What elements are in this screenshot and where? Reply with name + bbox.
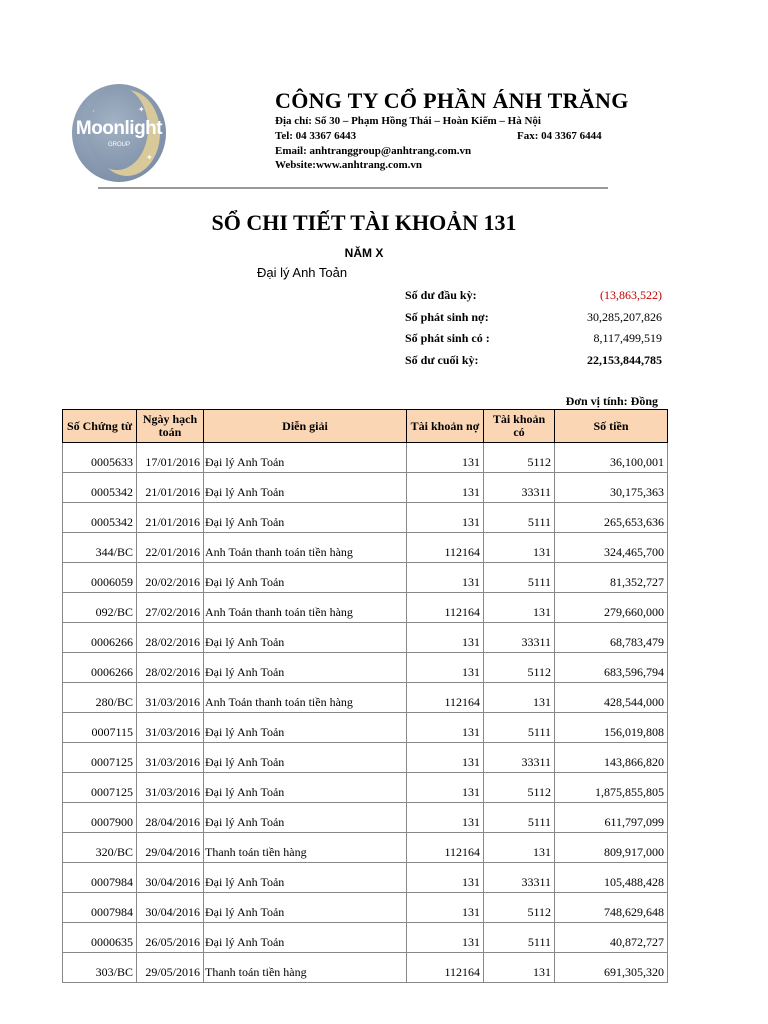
cell-amount: 683,596,794 — [555, 653, 668, 683]
table-row — [63, 863, 668, 893]
agent-name: Đại lý Anh Toản — [257, 265, 348, 280]
cell-description: Đại lý Anh Toản — [204, 713, 407, 743]
cell-description: Đại lý Anh Toản — [204, 443, 407, 473]
cell-debit-account: 131 — [407, 773, 484, 803]
header-voucher-no: Số Chứng từ — [63, 410, 137, 443]
credit-total-value: 8,117,499,519 — [593, 331, 662, 345]
cell-credit-account: 33311 — [484, 623, 555, 653]
cell-amount: 105,488,428 — [555, 863, 668, 893]
cell-voucher-no: 0007115 — [63, 713, 137, 743]
cell-debit-account: 112164 — [407, 533, 484, 563]
table-row — [63, 683, 668, 713]
cell-debit-account: 131 — [407, 893, 484, 923]
cell-credit-account: 33311 — [484, 863, 555, 893]
header-credit-account: Tài khoản có — [484, 410, 555, 443]
table-row — [63, 893, 668, 923]
cell-description: Đại lý Anh Toản — [204, 563, 407, 593]
star-icon: ✦ — [138, 105, 145, 114]
cell-posting-date: 31/03/2016 — [137, 743, 204, 773]
cell-voucher-no: 0005342 — [63, 503, 137, 533]
cell-description: Anh Toản thanh toán tiền hàng — [204, 533, 407, 563]
debit-total-value: 30,285,207,826 — [587, 310, 662, 324]
logo-name: Moonlight — [75, 118, 163, 139]
table-row — [63, 443, 668, 473]
cell-debit-account: 131 — [407, 713, 484, 743]
cell-description: Đại lý Anh Toản — [204, 773, 407, 803]
cell-description: Đại lý Anh Toản — [204, 503, 407, 533]
cell-description: Đại lý Anh Toản — [204, 893, 407, 923]
cell-posting-date: 30/04/2016 — [137, 863, 204, 893]
cell-amount: 809,917,000 — [555, 833, 668, 863]
cell-voucher-no: 0007125 — [63, 773, 137, 803]
cell-description: Đại lý Anh Toản — [204, 743, 407, 773]
table-row — [63, 533, 668, 563]
cell-posting-date: 21/01/2016 — [137, 503, 204, 533]
cell-debit-account: 131 — [407, 863, 484, 893]
table-row — [63, 503, 668, 533]
cell-posting-date: 28/04/2016 — [137, 803, 204, 833]
header-divider — [98, 187, 608, 189]
cell-voucher-no: 092/BC — [63, 593, 137, 623]
header-amount: Số tiền — [555, 410, 668, 443]
cell-debit-account: 112164 — [407, 953, 484, 983]
cell-voucher-no: 320/BC — [63, 833, 137, 863]
cell-posting-date: 28/02/2016 — [137, 653, 204, 683]
cell-debit-account: 131 — [407, 443, 484, 473]
cell-posting-date: 22/01/2016 — [137, 533, 204, 563]
cell-credit-account: 33311 — [484, 743, 555, 773]
cell-description: Đại lý Anh Toản — [204, 863, 407, 893]
cell-voucher-no: 0007984 — [63, 863, 137, 893]
cell-debit-account: 112164 — [407, 833, 484, 863]
table-row — [63, 743, 668, 773]
cell-credit-account: 5111 — [484, 503, 555, 533]
cell-amount: 1,875,855,805 — [555, 773, 668, 803]
table-row — [63, 593, 668, 623]
cell-posting-date: 21/01/2016 — [137, 473, 204, 503]
closing-balance-value: 22,153,844,785 — [587, 353, 662, 367]
cell-description: Anh Toản thanh toán tiền hàng — [204, 593, 407, 623]
table-row — [63, 563, 668, 593]
cell-voucher-no: 0000635 — [63, 923, 137, 953]
currency-unit: Đơn vị tính: Đồng — [565, 394, 658, 408]
cell-voucher-no: 0007984 — [63, 893, 137, 923]
cell-posting-date: 26/05/2016 — [137, 923, 204, 953]
company-address: Địa chỉ: Số 30 – Phạm Hồng Thái – Hoàn Kiếm – Hà Nội — [275, 115, 541, 127]
credit-total-label: Số phát sinh có : — [405, 331, 490, 345]
table-row — [63, 623, 668, 653]
cell-posting-date: 31/03/2016 — [137, 773, 204, 803]
header-description: Diễn giải — [204, 410, 407, 443]
table-row — [63, 923, 668, 953]
cell-description: Đại lý Anh Toản — [204, 623, 407, 653]
star-icon: ✦ — [146, 153, 153, 162]
cell-debit-account: 112164 — [407, 593, 484, 623]
cell-credit-account: 5111 — [484, 563, 555, 593]
cell-voucher-no: 0006266 — [63, 653, 137, 683]
cell-amount: 265,653,636 — [555, 503, 668, 533]
table-row — [63, 653, 668, 683]
cell-amount: 279,660,000 — [555, 593, 668, 623]
table-row — [63, 833, 668, 863]
cell-amount: 156,019,808 — [555, 713, 668, 743]
company-name: CÔNG TY CỔ PHẦN ÁNH TRĂNG — [275, 88, 629, 113]
cell-posting-date: 29/04/2016 — [137, 833, 204, 863]
cell-amount: 143,866,820 — [555, 743, 668, 773]
cell-debit-account: 131 — [407, 473, 484, 503]
table-row — [63, 953, 668, 983]
cell-voucher-no: 0005342 — [63, 473, 137, 503]
opening-balance-value: (13,863,522) — [600, 288, 662, 302]
document-year: NĂM X — [344, 246, 384, 260]
cell-credit-account: 5112 — [484, 773, 555, 803]
table-row — [63, 473, 668, 503]
cell-posting-date: 27/02/2016 — [137, 593, 204, 623]
cell-credit-account: 131 — [484, 533, 555, 563]
cell-amount: 36,100,001 — [555, 443, 668, 473]
cell-voucher-no: 0007900 — [63, 803, 137, 833]
header-debit-account: Tài khoản nợ — [407, 410, 484, 443]
cell-credit-account: 33311 — [484, 473, 555, 503]
ledger-table — [62, 409, 668, 983]
cell-amount: 68,783,479 — [555, 623, 668, 653]
cell-voucher-no: 280/BC — [63, 683, 137, 713]
cell-voucher-no: 0005633 — [63, 443, 137, 473]
cell-credit-account: 5111 — [484, 803, 555, 833]
cell-description: Thanh toán tiền hàng — [204, 953, 407, 983]
cell-posting-date: 30/04/2016 — [137, 893, 204, 923]
cell-voucher-no: 303/BC — [63, 953, 137, 983]
cell-credit-account: 5111 — [484, 923, 555, 953]
cell-description: Đại lý Anh Toản — [204, 803, 407, 833]
star-icon: · — [92, 107, 95, 116]
cell-description: Đại lý Anh Toản — [204, 473, 407, 503]
cell-credit-account: 5111 — [484, 713, 555, 743]
cell-credit-account: 131 — [484, 953, 555, 983]
cell-description: Anh Toản thanh toán tiền hàng — [204, 683, 407, 713]
company-website: Website:www.anhtrang.com.vn — [275, 159, 422, 171]
cell-debit-account: 131 — [407, 743, 484, 773]
table-row — [63, 803, 668, 833]
cell-amount: 748,629,648 — [555, 893, 668, 923]
cell-amount: 81,352,727 — [555, 563, 668, 593]
cell-posting-date: 17/01/2016 — [137, 443, 204, 473]
cell-posting-date: 28/02/2016 — [137, 623, 204, 653]
cell-voucher-no: 0006059 — [63, 563, 137, 593]
cell-credit-account: 5112 — [484, 653, 555, 683]
cell-credit-account: 131 — [484, 683, 555, 713]
table-header-row — [63, 410, 668, 443]
debit-total-label: Số phát sinh nợ: — [405, 310, 489, 324]
cell-description: Đại lý Anh Toản — [204, 653, 407, 683]
cell-description: Thanh toán tiền hàng — [204, 833, 407, 863]
company-tel: Tel: 04 3367 6443 — [275, 130, 357, 142]
cell-amount: 324,465,700 — [555, 533, 668, 563]
cell-credit-account: 131 — [484, 593, 555, 623]
cell-debit-account: 112164 — [407, 683, 484, 713]
company-fax: Fax: 04 3367 6444 — [517, 130, 602, 142]
cell-credit-account: 5112 — [484, 893, 555, 923]
logo-sub: GROUP — [107, 142, 130, 148]
table-row — [63, 713, 668, 743]
cell-debit-account: 131 — [407, 503, 484, 533]
cell-voucher-no: 0006266 — [63, 623, 137, 653]
cell-debit-account: 131 — [407, 923, 484, 953]
cell-voucher-no: 344/BC — [63, 533, 137, 563]
cell-posting-date: 31/03/2016 — [137, 713, 204, 743]
company-email: Email: anhtranggroup@anhtrang.com.vn — [275, 145, 472, 157]
header-posting-date: Ngày hạch toán — [137, 410, 204, 443]
cell-amount: 428,544,000 — [555, 683, 668, 713]
company-logo — [72, 84, 166, 182]
cell-description: Đại lý Anh Toản — [204, 923, 407, 953]
cell-debit-account: 131 — [407, 653, 484, 683]
cell-amount: 691,305,320 — [555, 953, 668, 983]
cell-credit-account: 131 — [484, 833, 555, 863]
table-row — [63, 773, 668, 803]
cell-posting-date: 29/05/2016 — [137, 953, 204, 983]
cell-debit-account: 131 — [407, 563, 484, 593]
cell-posting-date: 31/03/2016 — [137, 683, 204, 713]
cell-amount: 40,872,727 — [555, 923, 668, 953]
opening-balance-label: Số dư đầu kỳ: — [405, 288, 477, 302]
closing-balance-label: Số dư cuối kỳ: — [405, 353, 479, 367]
cell-amount: 30,175,363 — [555, 473, 668, 503]
cell-posting-date: 20/02/2016 — [137, 563, 204, 593]
cell-amount: 611,797,099 — [555, 803, 668, 833]
document-title: SỔ CHI TIẾT TÀI KHOẢN 131 — [211, 210, 517, 235]
cell-credit-account: 5112 — [484, 443, 555, 473]
cell-voucher-no: 0007125 — [63, 743, 137, 773]
cell-debit-account: 131 — [407, 623, 484, 653]
cell-debit-account: 131 — [407, 803, 484, 833]
